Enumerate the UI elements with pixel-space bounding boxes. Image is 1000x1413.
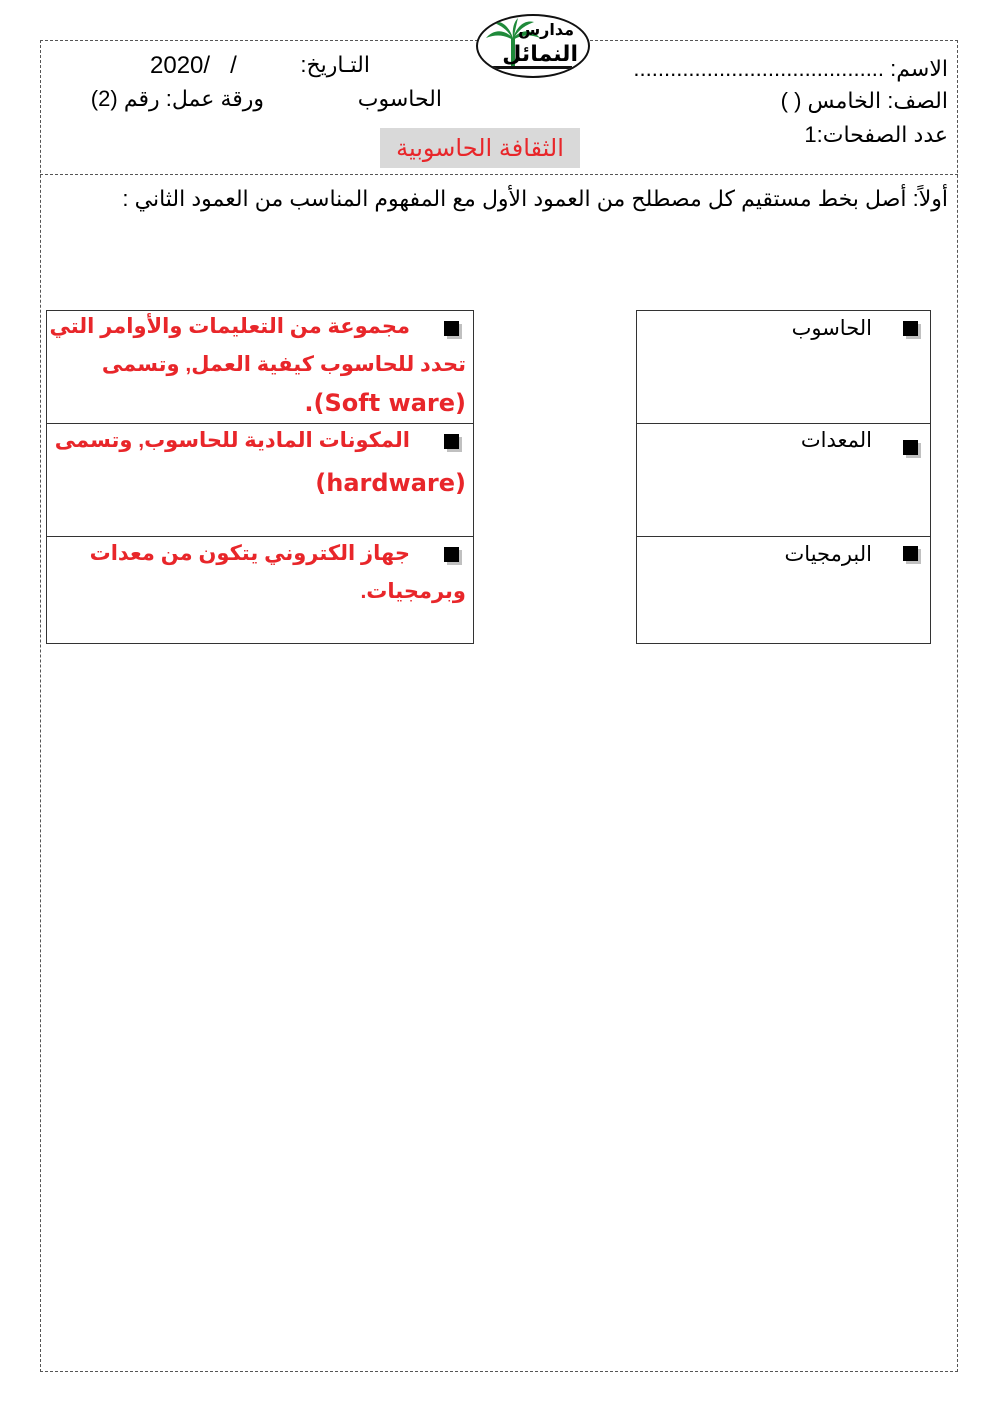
definition-line: تحدد للحاسوب كيفية العمل, وتسمى bbox=[101, 353, 466, 376]
date-label: التـاريخ: bbox=[300, 52, 370, 77]
subject-label: الحاسوب bbox=[357, 86, 442, 111]
page-frame bbox=[40, 40, 958, 1372]
term-item[interactable]: البرمجيات bbox=[784, 543, 872, 566]
logo-text-bottom: النمائل bbox=[502, 42, 578, 67]
worksheet-title-box bbox=[380, 128, 580, 168]
terms-column bbox=[636, 310, 931, 644]
definition-line: (hardware) bbox=[315, 469, 466, 497]
terms-divider bbox=[636, 423, 931, 424]
definition-line: المكونات المادية للحاسوب, وتسمى bbox=[54, 429, 410, 452]
question-instruction: أولاً: أصل بخط مستقيم كل مصطلح من العمود الأول مع المفهوم المناسب من العمود الثاني : bbox=[122, 186, 948, 211]
school-logo bbox=[476, 14, 590, 78]
bullet-square-icon bbox=[903, 440, 918, 455]
bullet-square-icon bbox=[903, 321, 918, 336]
logo-text-top: مدارس bbox=[518, 20, 574, 39]
term-item[interactable]: الحاسوب bbox=[791, 317, 872, 340]
term-item[interactable]: المعدات bbox=[800, 429, 872, 452]
definition-line: مجموعة من التعليمات والأوامر التي bbox=[49, 315, 410, 338]
page-count: عدد الصفحات:1 bbox=[804, 122, 948, 147]
bullet-square-icon bbox=[903, 546, 918, 561]
header-separator bbox=[40, 174, 958, 175]
definition-item[interactable] bbox=[55, 422, 466, 502]
worksheet-title: الثقافة الحاسوبية bbox=[396, 134, 564, 162]
grade-field: الصف: الخامس ( ) bbox=[780, 88, 948, 113]
definition-item[interactable] bbox=[90, 535, 466, 611]
worksheet-number: ورقة عمل: رقم (2) bbox=[90, 86, 264, 111]
definition-line: (Soft ware). bbox=[304, 389, 466, 417]
terms-divider bbox=[636, 536, 931, 537]
date-value: 2020/ / bbox=[150, 52, 237, 79]
definition-line: جهاز الكتروني يتكون من معدات bbox=[89, 542, 410, 565]
name-field: الاسم: ......................................... bbox=[633, 56, 948, 81]
definition-item[interactable] bbox=[49, 308, 466, 422]
definition-line: وبرمجيات. bbox=[360, 580, 466, 603]
